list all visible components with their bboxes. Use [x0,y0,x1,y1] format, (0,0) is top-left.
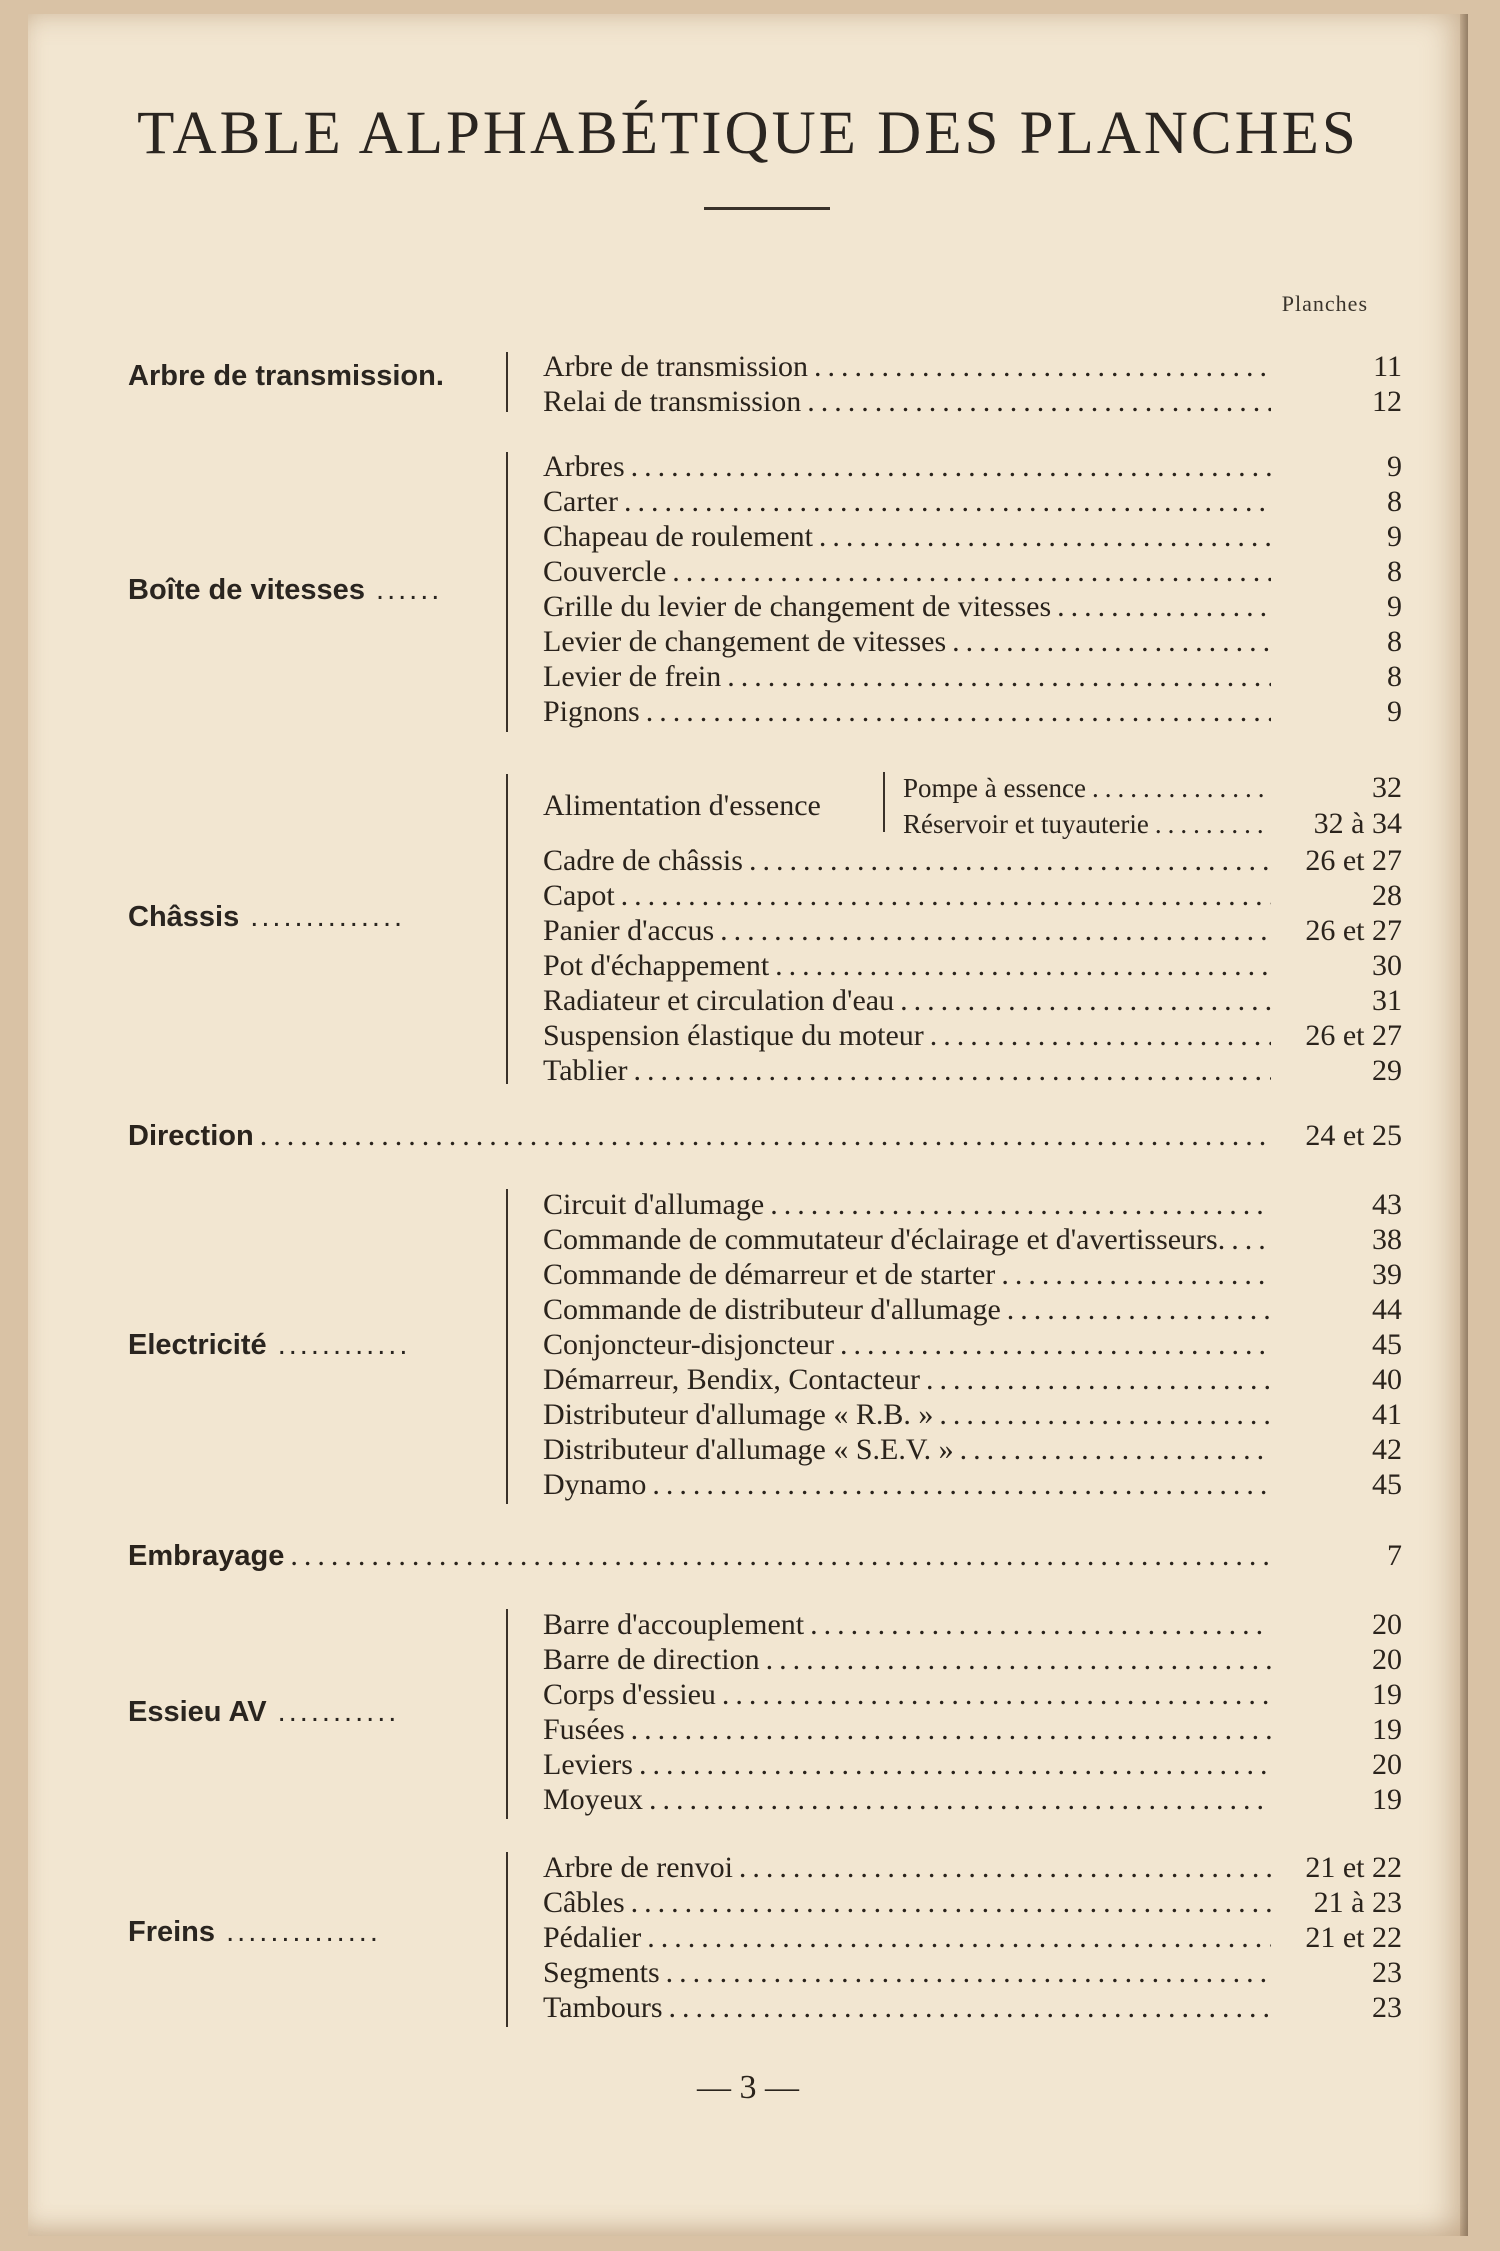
entry-page: 12 [1372,385,1402,418]
title-underline [704,207,830,210]
entry-page: 9 [1387,695,1402,728]
entry-label: Pignons [543,695,640,728]
entry-page: 21 et 22 [1305,1851,1402,1884]
entry-row [543,695,1402,731]
entry-page: 45 [1372,1328,1402,1361]
entry-label: Chapeau de roulement [543,520,813,553]
entry-row-direction [128,1119,1402,1155]
leader-dots [766,1643,1271,1677]
entry-label: Moyeux [543,1783,643,1816]
entry-page: 38 [1372,1223,1402,1256]
entry-row [543,1398,1402,1434]
entry-row [543,1851,1402,1887]
leader-dots [260,1119,1271,1153]
entry-row [543,844,1402,880]
leader-dots [631,1886,1271,1920]
entry-page: 23 [1372,1991,1402,2024]
leader-dots [621,879,1271,913]
leader-dots [290,1539,1271,1573]
entry-row [543,984,1402,1020]
leader-dots [1001,1258,1271,1292]
entry-row [543,1678,1402,1714]
entry-label: Fusées [543,1713,625,1746]
leader-dots [739,1851,1271,1885]
entry-label: Barre de direction [543,1643,760,1676]
entry-row [543,1433,1402,1469]
entry-row [543,1054,1402,1090]
entry-row [543,1468,1402,1504]
leader-dots [749,844,1271,878]
entry-page: 23 [1372,1956,1402,1989]
section-brace [506,352,524,412]
entry-label: Barre d'accouplement [543,1608,805,1641]
entry-label: Commande de démarreur et de starter [543,1258,996,1291]
entry-page: 39 [1372,1258,1402,1291]
leader-dots [631,1713,1271,1747]
entry-label: Panier d'accus [543,914,715,947]
leader-dots [819,520,1271,554]
entry-row [543,1293,1402,1329]
entry-label: Réservoir et tuyauterie [903,809,1149,839]
entry-row [543,1608,1402,1644]
entry-page: 19 [1372,1783,1402,1816]
entry-page: 41 [1372,1398,1402,1431]
entry-page: 44 [1372,1293,1402,1326]
entry-label: Suspension élastique du moteur [543,1019,924,1052]
entry-row [543,1019,1402,1055]
group-label-alimentation: Alimentation d'essence [543,789,821,822]
entry-page: 11 [1373,350,1402,383]
entry-page: 21 à 23 [1313,1886,1402,1919]
entry-label: Dynamo [543,1468,647,1501]
leader-dots [666,1956,1271,1990]
category-freins: Freins .............. [128,1916,381,1948]
category-electricite: Electricité ............ [128,1329,411,1361]
entry-page: 26 et 27 [1305,914,1402,947]
entry-label: Levier de frein [543,660,722,693]
entry-label: Câbles [543,1886,625,1919]
entry-label: Pot d'échappement [543,949,770,982]
entry-page: 42 [1372,1433,1402,1466]
category-boite-de-vitesses: Boîte de vitesses ...... [128,574,443,606]
section-brace [506,452,524,732]
category-direction: Direction [128,1120,254,1152]
entry-label: Corps d'essieu [543,1678,716,1711]
leader-dots [1155,809,1271,840]
section-brace [506,1852,524,2027]
entry-label: Arbre de renvoi [543,1851,733,1884]
entry-row [543,385,1402,421]
leader-dots [672,555,1271,589]
entry-row [543,450,1402,486]
leader-dots [960,1433,1271,1467]
leader-dots [840,1328,1271,1362]
entry-row [543,590,1402,626]
section-brace [506,774,524,1084]
leader-dots [1057,590,1271,624]
entry-row [543,1886,1402,1922]
entry-label: Pompe à essence [903,773,1086,803]
leader-dots [775,949,1271,983]
entry-label: Carter [543,485,618,518]
leader-dots [930,1019,1271,1053]
section-brace [506,1609,524,1819]
entry-row [903,807,1402,843]
entry-label: Tambours [543,1991,663,2024]
entry-label: Circuit d'allumage [543,1188,765,1221]
category-chassis: Châssis .............. [128,901,406,933]
entry-label: Cadre de châssis [543,844,743,877]
page-title: TABLE ALPHABÉTIQUE DES PLANCHES [137,100,1359,167]
leader-dots [1092,773,1271,804]
entry-page: 19 [1372,1713,1402,1746]
entry-label: Grille du levier de changement de vitesses [543,590,1052,623]
entry-row [543,1956,1402,1992]
entry-label: Commande de distributeur d'allumage [543,1293,1001,1326]
entry-row-embrayage [128,1539,1402,1575]
leader-dots [900,984,1271,1018]
entry-row [543,1223,1402,1259]
leader-dots [814,350,1271,384]
entry-label: Distributeur d'allumage « S.E.V. » [543,1433,954,1466]
entry-label: Démarreur, Bendix, Contacteur [543,1363,920,1396]
leader-dots [634,1054,1271,1088]
entry-page: 8 [1387,555,1402,588]
leader-dots [720,914,1271,948]
entry-row [543,1188,1402,1224]
entry-row [543,555,1402,591]
entry-row [543,1328,1402,1364]
entry-page: 20 [1372,1608,1402,1641]
entry-label: Levier de changement de vitesses [543,625,947,658]
entry-page: 45 [1372,1468,1402,1501]
column-header-planches: Planches [1281,291,1368,316]
leader-dots [631,450,1271,484]
leader-dots [807,385,1271,419]
category-embrayage: Embrayage [128,1540,285,1572]
leader-dots [669,1991,1271,2025]
entry-label: Arbre de transmission [543,350,808,383]
entry-label: Pédalier [543,1921,642,1954]
entry-page: 26 et 27 [1305,844,1402,877]
entry-row [903,771,1402,807]
entry-row [543,914,1402,950]
entry-page: 8 [1387,625,1402,658]
entry-page: 24 et 25 [1305,1119,1402,1152]
leader-dots [722,1678,1271,1712]
entry-row [543,1748,1402,1784]
entry-page: 32 [1372,771,1402,804]
entry-page: 8 [1387,660,1402,693]
entry-page: 20 [1372,1643,1402,1676]
entry-page: 32 à 34 [1313,807,1402,840]
entry-label: Capot [543,879,615,912]
entry-row [543,1783,1402,1819]
leader-dots [647,1921,1271,1955]
page-fold-shadow [1460,14,1468,2236]
entry-page: 9 [1387,590,1402,623]
entry-label: Commande de commutateur d'éclairage et d'avertisseurs. [543,1223,1226,1256]
entry-row [543,485,1402,521]
leader-dots [639,1748,1271,1782]
entry-row [543,1258,1402,1294]
entry-label: Radiateur et circulation d'eau [543,984,895,1017]
entry-page: 21 et 22 [1305,1921,1402,1954]
entry-label: Relai de transmission [543,385,802,418]
category-essieu-av: Essieu AV ........... [128,1696,400,1728]
entry-page: 26 et 27 [1305,1019,1402,1052]
leader-dots [624,485,1271,519]
leader-dots [926,1363,1271,1397]
entry-label: Tablier [543,1054,628,1087]
entry-row [543,879,1402,915]
leader-dots [727,660,1271,694]
entry-row [543,625,1402,661]
section-brace [506,1189,524,1504]
entry-row [543,1991,1402,2027]
entry-label: Leviers [543,1748,633,1781]
entry-row [543,660,1402,696]
leader-dots [649,1783,1271,1817]
entry-page: 9 [1387,450,1402,483]
entry-page: 7 [1387,1539,1402,1572]
entry-row [543,350,1402,386]
entry-row [543,1363,1402,1399]
entry-label: Arbres [543,450,625,483]
page-number: — 3 — [697,2069,799,2106]
entry-row [543,520,1402,556]
leader-dots [1231,1223,1271,1257]
category-arbre-de-transmission: Arbre de transmission. [128,360,444,392]
entry-row [543,1921,1402,1957]
leader-dots [810,1608,1271,1642]
entry-page: 31 [1372,984,1402,1017]
entry-page: 40 [1372,1363,1402,1396]
entry-page: 20 [1372,1748,1402,1781]
entry-page: 30 [1372,949,1402,982]
leader-dots [646,695,1271,729]
entry-label: Distributeur d'allumage « R.B. » [543,1398,934,1431]
entry-row [543,949,1402,985]
entry-row [543,1713,1402,1749]
entry-page: 9 [1387,520,1402,553]
entry-page: 29 [1372,1054,1402,1087]
leader-dots [1007,1293,1271,1327]
leader-dots [652,1468,1271,1502]
leader-dots [939,1398,1271,1432]
entry-page: 43 [1372,1188,1402,1221]
leader-dots [770,1188,1271,1222]
entry-row [543,1643,1402,1679]
book-page [28,14,1468,2236]
entry-label: Couvercle [543,555,667,588]
group-brace [883,772,885,832]
leader-dots [952,625,1271,659]
entry-label: Segments [543,1956,660,1989]
entry-page: 19 [1372,1678,1402,1711]
entry-page: 28 [1372,879,1402,912]
entry-label: Conjoncteur-disjoncteur [543,1328,834,1361]
entry-page: 8 [1387,485,1402,518]
